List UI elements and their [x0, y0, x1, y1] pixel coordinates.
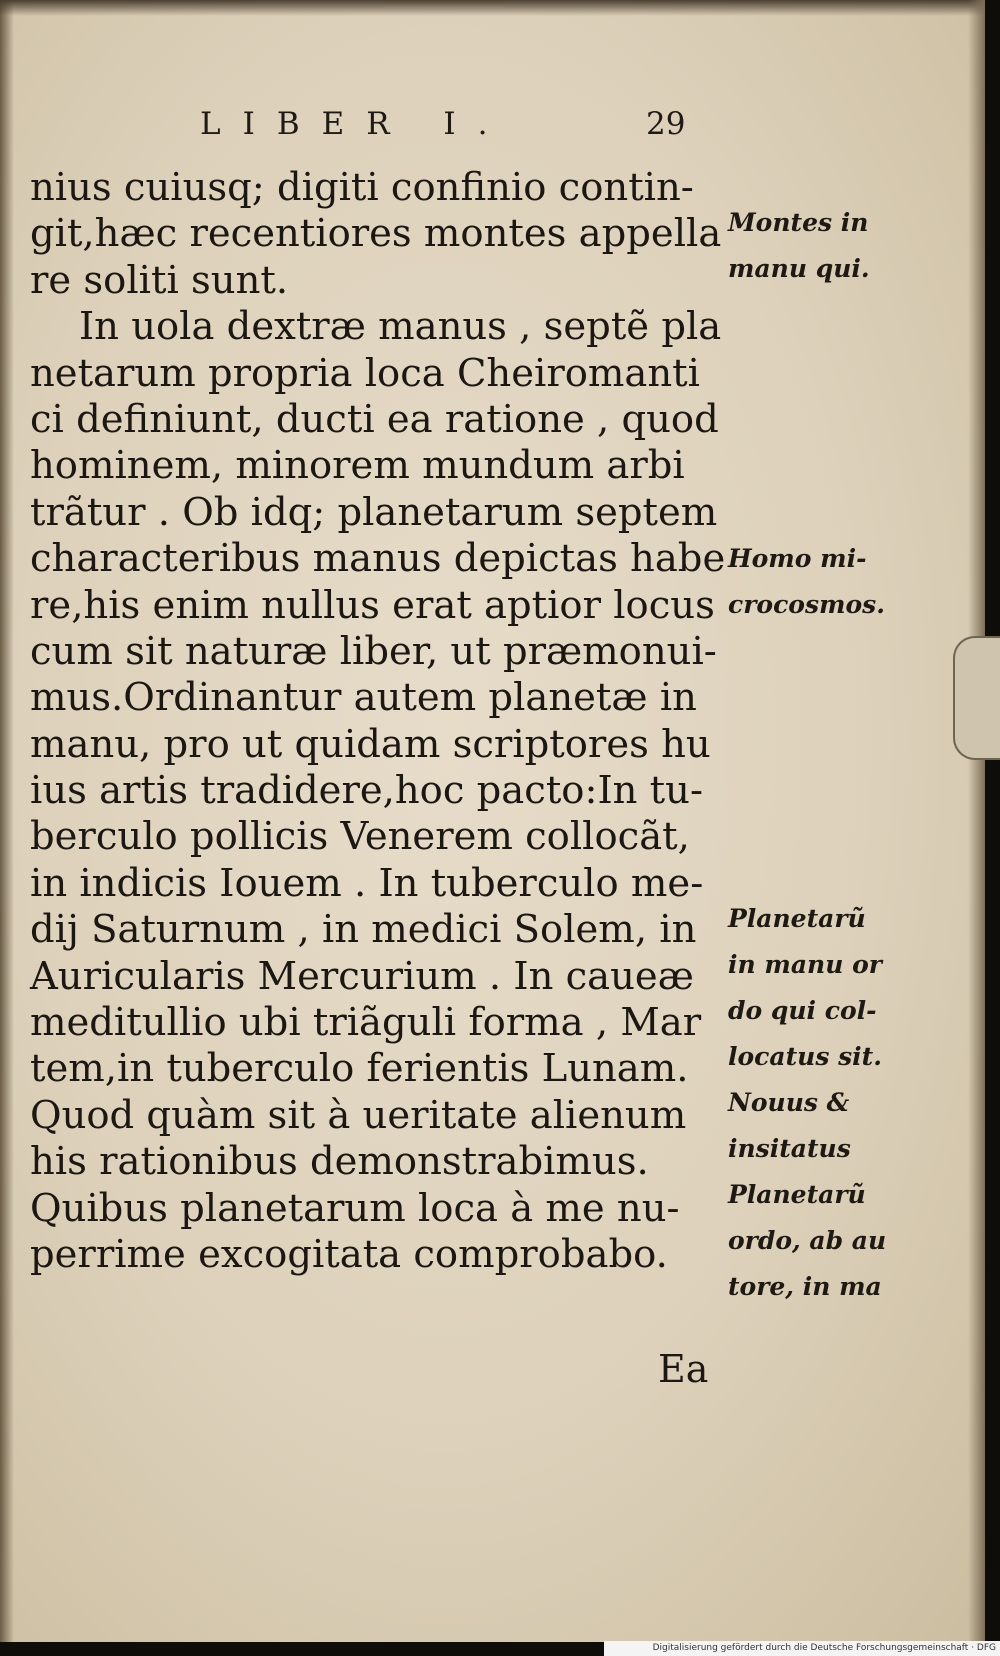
- text-line: tem,in tuberculo ferientis Lunam.: [30, 1046, 689, 1092]
- margin-note-line: in manu or: [728, 950, 882, 979]
- margin-note-line: locatus sit.: [728, 1042, 882, 1071]
- margin-note: [728, 536, 908, 628]
- text-line: re soliti sunt.: [30, 257, 289, 303]
- text-line: Quod quàm sit à ueritate alienum: [30, 1092, 687, 1138]
- margin-note-line: insitatus: [728, 1134, 851, 1163]
- text-line: mus.Ordinantur autem planetæ in: [30, 675, 697, 721]
- gutter-shadow: [0, 0, 14, 1642]
- text-line: meditullio ubi triãguli forma , Mar: [30, 1000, 702, 1046]
- margin-note: [728, 200, 908, 292]
- margin-note-line: crocosmos.: [728, 590, 885, 619]
- margin-note-line: Homo mi-: [728, 544, 867, 573]
- text-line: in indicis Iouem . In tuberculo me-: [30, 860, 704, 906]
- text-line: his rationibus demonstrabimus.: [30, 1139, 649, 1185]
- margin-note-line: Planetarũ: [728, 1180, 866, 1209]
- text-line: characteribus manus depictas habe: [30, 536, 726, 582]
- margin-note-line: Montes in: [728, 208, 869, 237]
- margin-note: [728, 896, 908, 1310]
- text-line: Quibus planetarum loca à me nu-: [30, 1185, 680, 1231]
- text-line: manu, pro ut quidam scriptores hu: [30, 721, 711, 767]
- catchword: Ea: [658, 1347, 709, 1391]
- text-line: cum sit naturæ liber, ut præmonui-: [30, 628, 717, 674]
- text-line: hominem, minorem mundum arbi: [30, 443, 685, 489]
- page-number: 29: [646, 106, 686, 142]
- top-edge-shadow: [0, 0, 985, 16]
- text-line: git,hæc recentiores montes appella: [30, 211, 722, 257]
- text-line: ius artis tradidere,hoc pacto:In tu-: [30, 768, 703, 814]
- margin-note-line: Nouus &: [728, 1088, 850, 1117]
- running-head-title: LIBER I.: [200, 106, 510, 142]
- margin-note-line: Planetarũ: [728, 904, 866, 933]
- right-edge-shadow: [968, 0, 985, 1642]
- margin-note-line: ordo, ab au: [728, 1226, 887, 1255]
- digitization-footer: Digitalisierung gefördert durch die Deutsche Forschungsgemeinschaft · DFG: [604, 1641, 1000, 1656]
- text-line: netarum propria loca Cheiromanti: [30, 350, 700, 396]
- text-line: re,his enim nullus erat aptior locus: [30, 582, 715, 628]
- running-head: [200, 106, 686, 150]
- text-line: ci definiunt, ducti ea ratione , quod: [30, 396, 719, 442]
- clip-tab: [953, 636, 1000, 760]
- text-line: nius cuiusq; digiti confinio contin-: [30, 165, 694, 210]
- text-line: Auricularis Mercurium . In caueæ: [30, 953, 694, 999]
- margin-note-line: tore, in ma: [728, 1272, 882, 1301]
- text-line: In uola dextræ manus , septẽ pla: [30, 304, 722, 350]
- margin-note-line: do qui col-: [728, 996, 877, 1025]
- text-line: berculo pollicis Venerem collocãt,: [30, 814, 690, 860]
- text-line: trãtur . Ob idq; planetarum septem: [30, 489, 718, 535]
- text-line: perrime excogitata comprobabo.: [30, 1231, 668, 1277]
- body-text: [30, 165, 726, 1278]
- margin-note-line: manu qui.: [728, 254, 870, 283]
- text-line: dij Saturnum , in medici Solem, in: [30, 907, 697, 953]
